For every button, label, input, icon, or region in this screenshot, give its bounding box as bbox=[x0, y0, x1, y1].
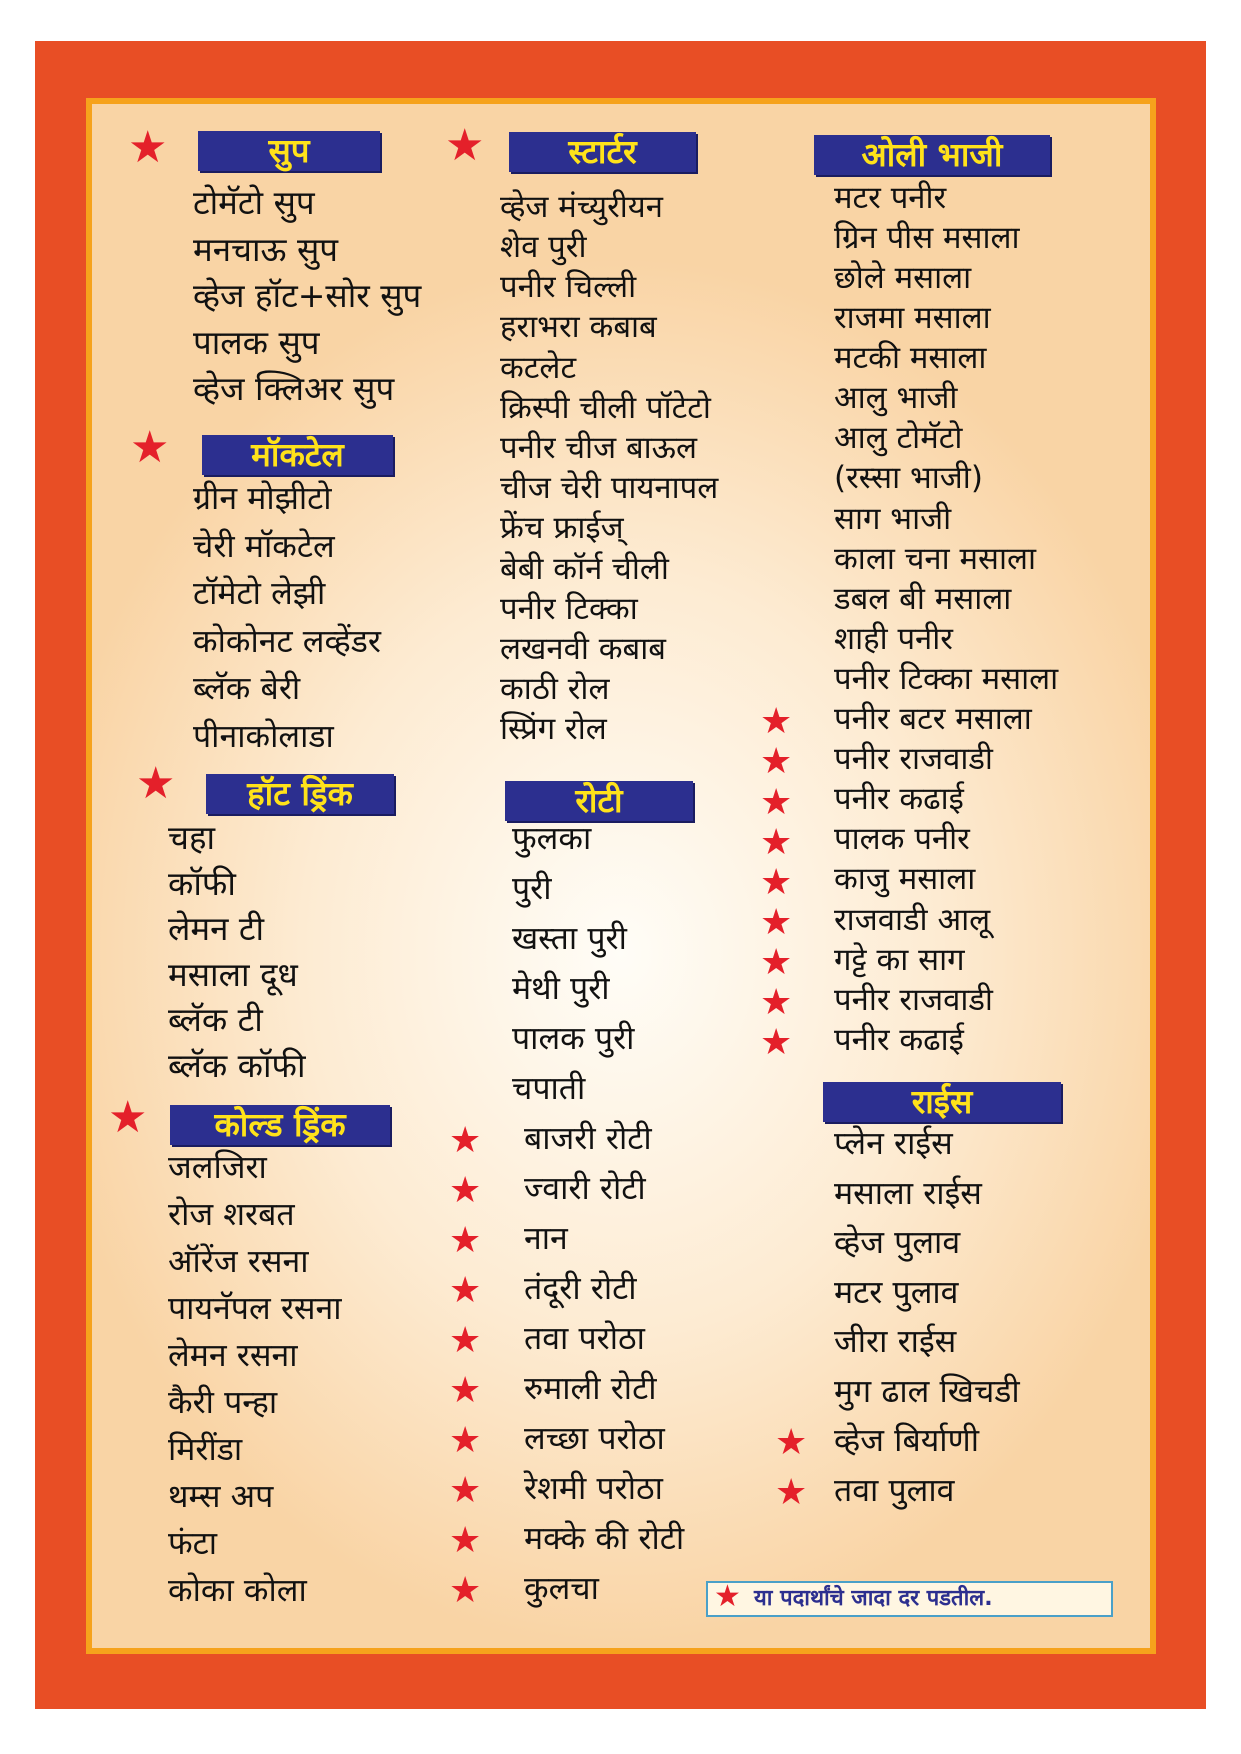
menu-item: पालक पुरी bbox=[512, 1019, 635, 1057]
menu-item: व्हेज क्लिअर सुप bbox=[193, 369, 395, 409]
menu-item: राजवाडी आलू bbox=[834, 901, 991, 938]
menu-item: लच्छा परोठा bbox=[524, 1419, 665, 1457]
menu-item: फंटा bbox=[168, 1524, 218, 1562]
menu-item: मुग ढाल खिचडी bbox=[834, 1371, 1020, 1410]
menu-item: पनीर टिक्का bbox=[500, 590, 638, 627]
menu-item: मसाला राईस bbox=[834, 1173, 982, 1212]
menu-item: हराभरा कबाब bbox=[500, 309, 657, 346]
menu-item: राजमा मसाला bbox=[834, 300, 991, 337]
menu-item: पनीर राजवाडी bbox=[834, 741, 993, 778]
section-header-cold-drink: कोल्ड ड्रिंक bbox=[170, 1105, 390, 1145]
menu-item: कोकोनट लव्हेंडर bbox=[193, 621, 381, 660]
menu-item: व्हेज बिर्याणी bbox=[834, 1421, 979, 1459]
menu-item: लखनवी कबाब bbox=[500, 630, 666, 667]
menu-item: टॉमेटो लेझी bbox=[193, 574, 326, 612]
menu-item: पनीर कढाई bbox=[834, 781, 964, 818]
menu-item: बाजरी रोटी bbox=[524, 1119, 652, 1157]
menu-item: चीज चेरी पायनापल bbox=[500, 470, 719, 507]
menu-item: मक्के की रोटी bbox=[524, 1519, 685, 1557]
star-icon: ★ bbox=[445, 120, 485, 171]
star-icon: ★ bbox=[449, 1370, 482, 1411]
star-icon: ★ bbox=[449, 1170, 482, 1211]
star-icon: ★ bbox=[760, 901, 793, 943]
menu-item: चहा bbox=[168, 818, 216, 858]
menu-item: चपाती bbox=[512, 1069, 586, 1107]
star-icon: ★ bbox=[449, 1320, 482, 1361]
menu-item: पनीर चीज बाऊल bbox=[500, 429, 698, 466]
menu-item: पीनाकोलाडा bbox=[193, 716, 334, 755]
menu-item: कैरी पन्हा bbox=[168, 1383, 278, 1421]
menu-item: पनीर चिल्ली bbox=[500, 269, 637, 306]
star-icon: ★ bbox=[760, 781, 793, 823]
menu-item: नान bbox=[524, 1219, 568, 1257]
star-icon: ★ bbox=[136, 758, 176, 809]
menu-item: आलु टोमॅटो bbox=[834, 420, 963, 457]
menu-item: ग्रिन पीस मसाला bbox=[834, 219, 1020, 256]
menu-item: छोले मसाला bbox=[834, 259, 972, 296]
star-icon: ★ bbox=[449, 1270, 482, 1311]
section-header-soup: सुप bbox=[198, 131, 380, 171]
menu-item: मटर पनीर bbox=[834, 179, 947, 216]
menu-item: कोका कोला bbox=[168, 1571, 307, 1609]
menu-item: व्हेज मंच्युरीयन bbox=[500, 188, 663, 225]
section-header-roti: रोटी bbox=[505, 781, 693, 821]
menu-item: जीरा राईस bbox=[834, 1322, 957, 1360]
menu-item: काठी रोल bbox=[500, 671, 610, 708]
menu-item: ऑरेंज रसना bbox=[168, 1242, 309, 1280]
star-icon: ★ bbox=[449, 1470, 482, 1511]
menu-item: गट्टे का साग bbox=[834, 941, 965, 978]
section-header-hot-drink: हॉट ड्रिंक bbox=[206, 774, 394, 814]
menu-item: तंदूरी रोटी bbox=[524, 1269, 637, 1307]
menu-item: तवा पुलाव bbox=[834, 1470, 955, 1509]
menu-item: (रस्सा भाजी) bbox=[834, 460, 983, 497]
menu-item: लेमन रसना bbox=[168, 1336, 298, 1374]
menu-item: शेव पुरी bbox=[500, 228, 587, 265]
menu-item: काला चना मसाला bbox=[834, 540, 1037, 577]
menu-item: ब्लॅक कॉफी bbox=[168, 1045, 306, 1085]
menu-item: पालक सुप bbox=[193, 322, 320, 362]
section-header-rice: राईस bbox=[823, 1082, 1061, 1122]
menu-item: पनीर बटर मसाला bbox=[834, 701, 1032, 738]
menu-item: पुरी bbox=[512, 869, 552, 907]
menu-item: ज्वारी रोटी bbox=[524, 1169, 646, 1207]
menu-item: मेथी पुरी bbox=[512, 969, 610, 1007]
menu-item: ब्लॅक बेरी bbox=[193, 669, 301, 707]
menu-item: पायनॅपल रसना bbox=[168, 1289, 342, 1327]
star-icon: ★ bbox=[760, 982, 793, 1023]
section-header-starter: स्टार्टर bbox=[509, 132, 696, 172]
menu-item: व्हेज हॉट+सोर सुप bbox=[193, 276, 422, 316]
menu-item: पालक पनीर bbox=[834, 821, 970, 858]
menu-item: पनीर राजवाडी bbox=[834, 981, 993, 1018]
premium-items-note-text: या पदार्थांचे जादा दर पडतील. bbox=[754, 1586, 993, 1611]
menu-item: कॉफी bbox=[168, 863, 236, 903]
menu-item: पनीर टिक्का मसाला bbox=[834, 660, 1059, 697]
menu-item: पनीर कढाई bbox=[834, 1021, 964, 1058]
star-icon: ★ bbox=[775, 1471, 808, 1513]
menu-item: मिरींडा bbox=[168, 1430, 243, 1468]
star-icon: ★ bbox=[760, 861, 793, 903]
menu-item: व्हेज पुलाव bbox=[834, 1223, 961, 1261]
star-icon: ★ bbox=[775, 1422, 808, 1463]
menu-item: कुलचा bbox=[524, 1569, 599, 1607]
menu-item: चेरी मॉकटेल bbox=[193, 526, 335, 565]
star-icon: ★ bbox=[760, 701, 793, 743]
star-icon: ★ bbox=[449, 1570, 482, 1611]
star-icon: ★ bbox=[108, 1092, 148, 1143]
menu-item: मटर पुलाव bbox=[834, 1272, 959, 1311]
menu-item: शाही पनीर bbox=[834, 620, 953, 657]
menu-item: फ्रेंच फ्राईज् bbox=[500, 510, 624, 547]
menu-item: रेशमी परोठा bbox=[524, 1469, 663, 1507]
menu-item: तवा परोठा bbox=[524, 1319, 645, 1357]
menu-item: ग्रीन मोझीटो bbox=[193, 479, 332, 517]
menu-item: खस्ता पुरी bbox=[512, 919, 627, 957]
menu-item: मटकी मसाला bbox=[834, 340, 987, 377]
menu-item: रोज शरबत bbox=[168, 1195, 295, 1233]
menu-item: फुलका bbox=[512, 819, 592, 857]
section-header-mocktail: मॉकटेल bbox=[202, 435, 393, 475]
menu-item: लेमन टी bbox=[168, 909, 265, 949]
menu-item: काजु मसाला bbox=[834, 861, 976, 898]
menu-item: कटलेट bbox=[500, 349, 577, 386]
star-icon: ★ bbox=[760, 821, 793, 863]
menu-item: मनचाऊ सुप bbox=[193, 229, 338, 269]
menu-item: क्रिस्पी चीली पॉटेटो bbox=[500, 389, 711, 426]
star-icon: ★ bbox=[714, 1579, 741, 1614]
menu-item: स्प्रिंग रोल bbox=[500, 711, 607, 748]
star-icon: ★ bbox=[760, 1022, 793, 1064]
menu-item: आलु भाजी bbox=[834, 380, 958, 417]
menu-item: थम्स अप bbox=[168, 1477, 274, 1515]
star-icon: ★ bbox=[449, 1420, 482, 1461]
menu-item: डबल बी मसाला bbox=[834, 580, 1012, 617]
menu-item: बेबी कॉर्न चीली bbox=[500, 550, 669, 587]
star-icon: ★ bbox=[760, 741, 793, 783]
menu-item: टोमॅटो सुप bbox=[193, 183, 315, 223]
menu-item: साग भाजी bbox=[834, 500, 952, 537]
star-icon: ★ bbox=[128, 122, 168, 173]
menu-item: प्लेन राईस bbox=[834, 1124, 953, 1162]
star-icon: ★ bbox=[449, 1220, 482, 1261]
menu-item: रुमाली रोटी bbox=[524, 1369, 657, 1407]
menu-item: जलजिरा bbox=[168, 1148, 267, 1186]
star-icon: ★ bbox=[449, 1120, 482, 1161]
section-header-oli-bhaji: ओली भाजी bbox=[814, 135, 1050, 175]
menu-item: ब्लॅक टी bbox=[168, 1000, 263, 1040]
star-icon: ★ bbox=[130, 422, 170, 473]
star-icon: ★ bbox=[449, 1520, 482, 1561]
star-icon: ★ bbox=[760, 941, 793, 983]
premium-items-note bbox=[706, 1581, 1113, 1617]
menu-item: मसाला दूध bbox=[168, 954, 298, 994]
